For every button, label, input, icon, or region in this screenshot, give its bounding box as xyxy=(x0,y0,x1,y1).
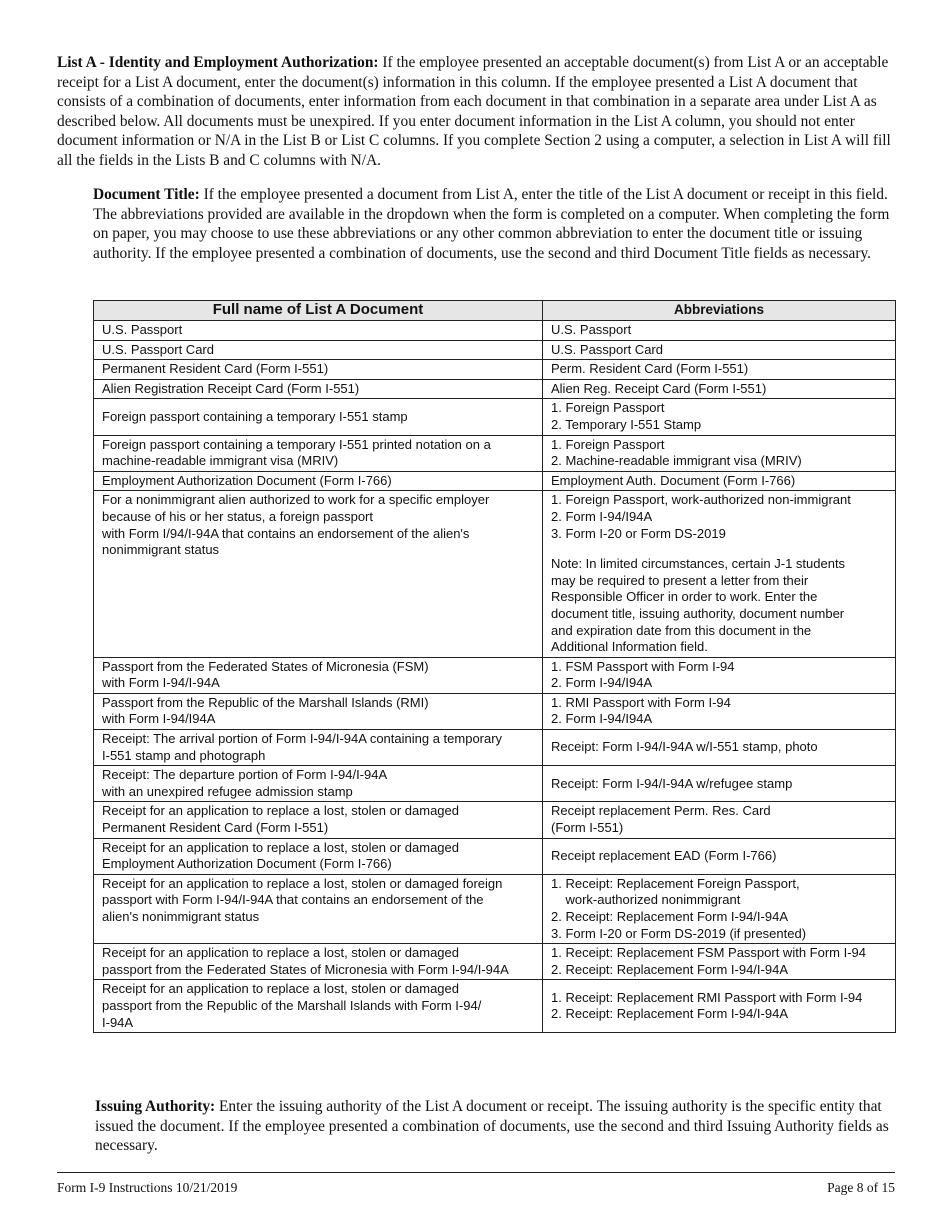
table-row xyxy=(94,379,896,399)
cell-line: Perm. Resident Card (Form I-551) xyxy=(551,361,749,377)
cell-line: with Form I-94/I-94A xyxy=(102,675,220,691)
document-title-paragraph xyxy=(93,185,893,263)
table-row xyxy=(94,399,896,435)
cell-line: 1. Foreign Passport xyxy=(551,436,665,452)
cell-line: 1. FSM Passport with Form I-94 xyxy=(551,658,735,674)
full-name-cell xyxy=(94,360,543,380)
full-name-cell xyxy=(94,730,543,766)
table-row xyxy=(94,730,896,766)
cell-line: For a nonimmigrant alien authorized to work for a specific employer xyxy=(102,492,490,508)
cell-line: Permanent Resident Card (Form I-551) xyxy=(102,361,329,377)
cell-line: U.S. Passport Card xyxy=(102,341,214,357)
cell-line: 1. Receipt: Replacement Foreign Passport, xyxy=(551,875,800,891)
table-row xyxy=(94,360,896,380)
full-name-cell xyxy=(94,766,543,802)
cell-line: Receipt for an application to replace a lost, stolen or damaged xyxy=(102,945,459,961)
abbreviation-cell xyxy=(543,340,896,360)
cell-line: Employment Authorization Document (Form I-766) xyxy=(102,856,392,872)
table-row xyxy=(94,838,896,874)
full-name-cell xyxy=(94,435,543,471)
table-row xyxy=(94,321,896,341)
abbreviation-cell xyxy=(543,874,896,943)
cell-line: Receipt for an application to replace a lost, stolen or damaged xyxy=(102,803,459,819)
cell-line: U.S. Passport xyxy=(102,322,183,337)
issuing-authority-paragraph xyxy=(95,1097,895,1156)
cell-line: 1. RMI Passport with Form I-94 xyxy=(551,694,731,710)
abbreviation-cell xyxy=(543,980,896,1033)
cell-line: Receipt replacement Perm. Res. Card xyxy=(551,803,771,819)
table-row xyxy=(94,435,896,471)
table-row xyxy=(94,657,896,693)
cell-line: document title, issuing authority, document number xyxy=(551,605,845,621)
issuing-authority-body: Enter the issuing authority of the List A document or receipt. The issuing authority is the specific entity that issued the document. If the employee presented a combination of documents, use the second and third Issuing Authority fields as necessary. xyxy=(95,1098,889,1155)
abbreviation-cell xyxy=(543,435,896,471)
full-name-cell xyxy=(94,379,543,399)
cell-line: 3. Form I-20 or Form DS-2019 xyxy=(551,525,726,541)
cell-line: Receipt for an application to replace a lost, stolen or damaged xyxy=(102,981,459,997)
table-row xyxy=(94,766,896,802)
abbreviation-cell xyxy=(543,471,896,491)
abbreviation-cell xyxy=(543,657,896,693)
cell-line: Additional Information field. xyxy=(551,639,708,655)
table-row xyxy=(94,980,896,1033)
list-a-documents-table xyxy=(93,300,896,1033)
header-full-name: Full name of List A Document xyxy=(94,301,543,321)
cell-line: and expiration date from this document in the xyxy=(551,622,812,638)
cell-line: I-551 stamp and photograph xyxy=(102,747,266,763)
footer-divider xyxy=(57,1172,895,1173)
cell-line: 2. Form I-94/I94A xyxy=(551,711,653,727)
cell-line: passport with Form I-94/I-94A that contains an endorsement of the xyxy=(102,892,484,908)
cell-line: Permanent Resident Card (Form I-551) xyxy=(102,820,329,836)
full-name-cell xyxy=(94,980,543,1033)
table-row xyxy=(94,944,896,980)
cell-line: passport from the Republic of the Marshall Islands with Form I-94/ xyxy=(102,997,482,1013)
cell-line: machine-readable immigrant visa (MRIV) xyxy=(102,453,339,469)
list-a-body: If the employee presented an acceptable document(s) from List A or an acceptable receipt for a List A document, enter the document(s) information in this column. If the employee presented a List A document that consists of a combination of documents, enter information from each document in that combination in a separate area under List A as described below. All documents must be unexpired. If you enter document information in the List A column, you should not enter document information or N/A in the List B or List C columns. If you complete Section 2 using a computer, a selection in List A will fill all the fields in the Lists B and C columns with N/A. xyxy=(57,54,891,169)
cell-line: 3. Form I-20 or Form DS-2019 (if presented) xyxy=(551,925,807,941)
cell-line: 2. Form I-94/I94A xyxy=(551,508,653,524)
cell-line: may be required to present a letter from their xyxy=(551,572,809,588)
abbreviation-cell xyxy=(543,379,896,399)
cell-line: Receipt replacement EAD (Form I-766) xyxy=(551,847,777,863)
cell-line: Alien Reg. Receipt Card (Form I-551) xyxy=(551,380,767,396)
cell-line: 1. Receipt: Replacement FSM Passport with Form I-94 xyxy=(551,945,867,961)
cell-line xyxy=(551,542,887,556)
cell-line: with an unexpired refugee admission stamp xyxy=(102,783,353,799)
full-name-cell xyxy=(94,838,543,874)
full-name-cell xyxy=(94,874,543,943)
abbreviation-cell xyxy=(543,321,896,341)
full-name-cell xyxy=(94,340,543,360)
full-name-cell xyxy=(94,471,543,491)
abbreviation-cell xyxy=(543,730,896,766)
cell-line: Receipt for an application to replace a lost, stolen or damaged xyxy=(102,839,459,855)
list-a-paragraph xyxy=(57,53,895,171)
table-header-row xyxy=(94,301,896,321)
table-row xyxy=(94,491,896,657)
cell-line: (Form I-551) xyxy=(551,820,624,836)
cell-line: nonimmigrant status xyxy=(102,542,220,558)
abbreviation-cell xyxy=(543,491,896,657)
abbreviation-cell xyxy=(543,766,896,802)
table-row xyxy=(94,874,896,943)
full-name-cell xyxy=(94,693,543,729)
cell-line: Responsible Officer in order to work. Enter the xyxy=(551,589,818,605)
cell-line: U.S. Passport xyxy=(551,322,632,337)
abbreviation-cell xyxy=(543,838,896,874)
cell-line: U.S. Passport Card xyxy=(551,341,663,357)
cell-line: 2. Receipt: Replacement Form I-94/I-94A xyxy=(551,909,788,924)
header-abbreviations: Abbreviations xyxy=(543,301,896,321)
document-title-body: If the employee presented a document from List A, enter the title of the List A document or receipt in this field. The abbreviations provided are available in the dropdown when the form is completed on a computer. When completing the form on paper, you may choose to use these abbreviations or any other common abbreviation to enter the document title or issuing authority. If the employee presented a combination of documents, use the second and third Document Title fields as necessary. xyxy=(93,186,890,262)
cell-line: 2. Temporary I-551 Stamp xyxy=(551,416,702,432)
cell-line: Employment Auth. Document (Form I-766) xyxy=(551,472,796,488)
full-name-cell xyxy=(94,321,543,341)
cell-line: Receipt: The departure portion of Form I-94/I-94A xyxy=(102,767,388,783)
cell-line: Receipt: The arrival portion of Form I-94/I-94A containing a temporary xyxy=(102,731,503,747)
full-name-cell xyxy=(94,399,543,435)
cell-line: with Form I-94/I94A xyxy=(102,711,216,727)
abbreviation-cell xyxy=(543,360,896,380)
cell-line: with Form I/94/I-94A that contains an endorsement of the alien's xyxy=(102,525,470,541)
cell-line: Passport from the Federated States of Micronesia (FSM) xyxy=(102,658,429,674)
table-row xyxy=(94,693,896,729)
table-row xyxy=(94,802,896,838)
table-row xyxy=(94,471,896,491)
cell-line: 2. Receipt: Replacement Form I-94/I-94A xyxy=(551,961,788,977)
cell-line: 2. Form I-94/I94A xyxy=(551,675,653,691)
cell-line: passport from the Federated States of Micronesia with Form I-94/I-94A xyxy=(102,961,509,977)
cell-line: Employment Authorization Document (Form I-766) xyxy=(102,472,392,488)
cell-line: 1. Receipt: Replacement RMI Passport with Form I-94 xyxy=(551,989,863,1005)
cell-line: Alien Registration Receipt Card (Form I-551) xyxy=(102,380,360,396)
cell-line: Passport from the Republic of the Marshall Islands (RMI) xyxy=(102,694,429,710)
full-name-cell xyxy=(94,802,543,838)
cell-line: 1. Foreign Passport, work-authorized non-immigrant xyxy=(551,492,851,508)
abbreviation-cell xyxy=(543,944,896,980)
abbreviation-cell xyxy=(543,399,896,435)
document-title-heading: Document Title: xyxy=(93,186,200,203)
footer-page-number: Page 8 of 15 xyxy=(827,1180,895,1195)
table-row xyxy=(94,340,896,360)
cell-line: because of his or her status, a foreign passport xyxy=(102,508,373,524)
cell-line: Foreign passport containing a temporary I-551 printed notation on a xyxy=(102,436,491,452)
cell-line: I-94A xyxy=(102,1014,134,1030)
cell-line: Receipt for an application to replace a lost, stolen or damaged foreign xyxy=(102,875,503,891)
cell-line: 2. Receipt: Replacement Form I-94/I-94A xyxy=(551,1006,788,1022)
cell-line: Foreign passport containing a temporary I-551 stamp xyxy=(102,408,408,424)
list-a-heading: List A - Identity and Employment Authorization: xyxy=(57,54,379,71)
cell-line: 1. Foreign Passport xyxy=(551,400,665,416)
full-name-cell xyxy=(94,944,543,980)
issuing-authority-heading: Issuing Authority: xyxy=(95,1098,216,1115)
full-name-cell xyxy=(94,491,543,657)
cell-line: 2. Machine-readable immigrant visa (MRIV) xyxy=(551,453,802,469)
cell-line: Note: In limited circumstances, certain J-1 students xyxy=(551,556,846,572)
cell-line: Receipt: Form I-94/I-94A w/I-551 stamp, photo xyxy=(551,739,818,755)
footer-form-label: Form I-9 Instructions 10/21/2019 xyxy=(57,1180,238,1195)
cell-line: Receipt: Form I-94/I-94A w/refugee stamp xyxy=(551,775,793,791)
full-name-cell xyxy=(94,657,543,693)
abbreviation-cell xyxy=(543,693,896,729)
cell-line: alien's nonimmigrant status xyxy=(102,909,260,924)
cell-line: work-authorized nonimmigrant xyxy=(551,892,741,908)
abbreviation-cell xyxy=(543,802,896,838)
